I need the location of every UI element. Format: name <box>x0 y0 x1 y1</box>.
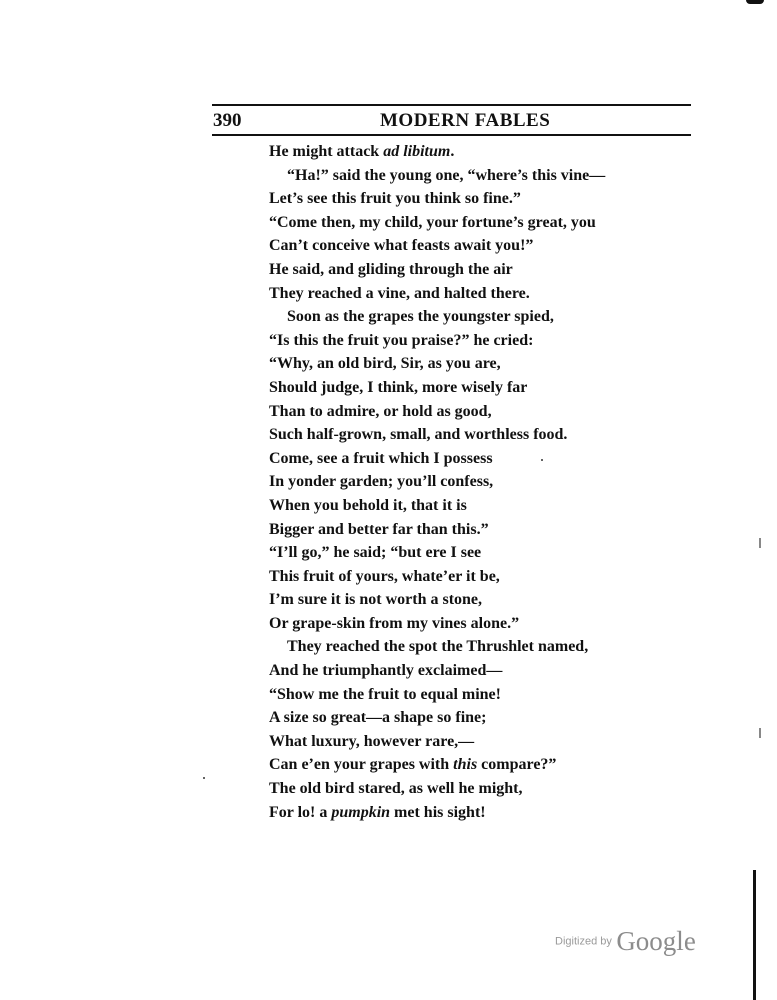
line-text: “Show me the fruit to equal mine! <box>269 685 501 703</box>
poem-line <box>269 400 689 424</box>
line-text: Should judge, I think, more wisely far <box>269 378 528 396</box>
line-text: “Come then, my child, your fortune’s great, you <box>269 213 596 231</box>
line-text: met his sight! <box>390 803 486 821</box>
poem-line <box>269 801 689 825</box>
line-text: Than to admire, or hold as good, <box>269 402 492 420</box>
line-text: Come, see a fruit which I possess <box>269 449 493 467</box>
line-text: The old bird stared, as well he might, <box>269 780 523 798</box>
poem-line <box>269 329 689 353</box>
poem-line <box>269 635 689 659</box>
line-text: For lo! a <box>269 803 332 821</box>
poem-line <box>269 565 689 589</box>
line-text: Let’s see this fruit you think so fine.” <box>269 190 521 208</box>
poem-line <box>269 140 689 164</box>
line-text: “Why, an old bird, Sir, as you are, <box>269 355 501 373</box>
poem-line <box>269 683 689 707</box>
line-text: Bigger and better far than this.” <box>269 520 489 538</box>
line-text: Soon as the grapes the youngster spied, <box>287 308 554 326</box>
poem-line <box>269 376 689 400</box>
line-text: Such half-grown, small, and worthless food. <box>269 426 568 444</box>
poem-line <box>269 753 689 777</box>
line-text: I’m sure it is not worth a stone, <box>269 591 483 609</box>
poem-text <box>269 140 689 824</box>
google-logo: Google <box>616 926 696 956</box>
poem-line <box>269 187 689 211</box>
line-text: “Is this the fruit you praise?” he cried: <box>269 331 534 349</box>
poem-line <box>269 777 689 801</box>
line-text: Or grape-skin from my vines alone.” <box>269 614 520 632</box>
page-number: 390 <box>213 110 242 131</box>
poem-line <box>269 494 689 518</box>
line-text: He said, and gliding through the air <box>269 260 513 278</box>
header-rule-bottom <box>212 134 691 136</box>
scan-mark <box>746 0 764 4</box>
poem-line <box>269 706 689 730</box>
poem-line <box>269 234 689 258</box>
page-edge-line <box>753 870 756 1000</box>
line-text: When you behold it, that it is <box>269 496 467 514</box>
line-text: compare?” <box>477 756 557 774</box>
poem-line <box>269 447 689 471</box>
poem-line <box>269 659 689 683</box>
running-head: MODERN FABLES <box>380 110 551 131</box>
digitized-watermark <box>555 926 696 957</box>
poem-line <box>269 730 689 754</box>
poem-line <box>269 258 689 282</box>
page-edge-speck <box>759 728 761 738</box>
header-rule-top <box>212 104 691 106</box>
italic-word: pumpkin <box>331 803 391 821</box>
line-text: “Ha!” said the young one, “where’s this vine— <box>287 166 606 184</box>
page-edge-speck <box>759 538 761 548</box>
poem-line <box>269 352 689 376</box>
line-text: A size so great—a shape so fine; <box>269 709 487 727</box>
watermark-prefix: Digitized by <box>555 935 612 948</box>
poem-line <box>269 518 689 542</box>
line-text: “I’ll go,” he said; “but ere I see <box>269 544 482 562</box>
line-text: They reached the spot the Thrushlet named, <box>287 638 589 656</box>
poem-line <box>269 282 689 306</box>
poem-line <box>269 612 689 636</box>
line-text: Can e’en your grapes with <box>269 756 454 774</box>
line-text: This fruit of yours, whate’er it be, <box>269 567 500 585</box>
line-text: In yonder garden; you’ll confess, <box>269 473 494 491</box>
dust-speck <box>203 777 205 779</box>
poem-line <box>269 164 689 188</box>
italic-word: this <box>453 756 478 774</box>
line-text: Can’t conceive what feasts await you!” <box>269 237 534 255</box>
line-text: He might attack <box>269 143 384 160</box>
poem-line <box>269 305 689 329</box>
italic-word: ad libitum <box>383 143 451 160</box>
line-text: They reached a vine, and halted there. <box>269 284 530 302</box>
poem-line <box>269 423 689 447</box>
poem-line <box>269 211 689 235</box>
line-text: . <box>450 143 455 160</box>
poem-line <box>269 541 689 565</box>
poem-line <box>269 470 689 494</box>
line-text: What luxury, however rare,— <box>269 732 475 750</box>
line-text: And he triumphantly exclaimed— <box>269 662 503 680</box>
poem-line <box>269 588 689 612</box>
